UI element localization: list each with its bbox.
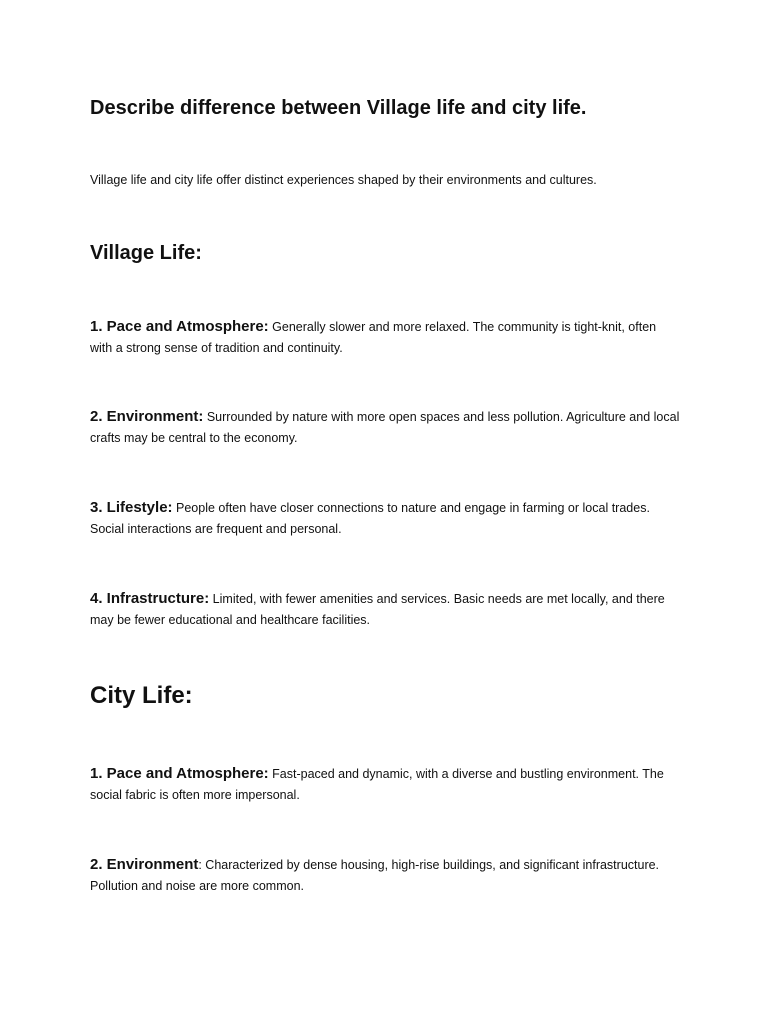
- point-text: People often have closer connections to nature and engage in farming or local trades. Social interactions are frequent and personal.: [90, 501, 650, 536]
- point-label: 3. Lifestyle:: [90, 499, 173, 516]
- point-label: 2. Environment:: [90, 408, 204, 425]
- city-life-heading: City Life:: [90, 682, 193, 709]
- city-point-environment: [90, 854, 680, 897]
- point-label: 4. Infrastructure:: [90, 590, 210, 607]
- village-point-lifestyle: [90, 497, 680, 540]
- village-point-environment: [90, 406, 680, 449]
- village-point-pace: [90, 316, 680, 359]
- point-text: : Characterized by dense housing, high-rise buildings, and significant infrastructure. Pollution and noise are more common.: [90, 858, 660, 893]
- village-point-infrastructure: [90, 588, 680, 631]
- point-text: Surrounded by nature with more open spaces and less pollution. Agriculture and local crafts may be central to the economy.: [90, 410, 680, 445]
- village-life-heading: Village Life:: [90, 242, 202, 264]
- point-text: Limited, with fewer amenities and services. Basic needs are met locally, and there may be fewer educational and healthcare facilities.: [90, 592, 665, 627]
- point-text: Fast-paced and dynamic, with a diverse and bustling environment. The social fabric is often more impersonal.: [90, 767, 664, 802]
- point-label: 1. Pace and Atmosphere:: [90, 765, 269, 782]
- point-label: 1. Pace and Atmosphere:: [90, 318, 269, 335]
- document-title: Describe difference between Village life and city life.: [90, 97, 587, 119]
- point-label: 2. Environment: [90, 856, 199, 873]
- city-point-pace: [90, 763, 680, 806]
- intro-paragraph: Village life and city life offer distinct experiences shaped by their environments and cultures.: [90, 173, 597, 187]
- point-text: Generally slower and more relaxed. The community is tight-knit, often with a strong sense of tradition and continuity.: [90, 320, 657, 355]
